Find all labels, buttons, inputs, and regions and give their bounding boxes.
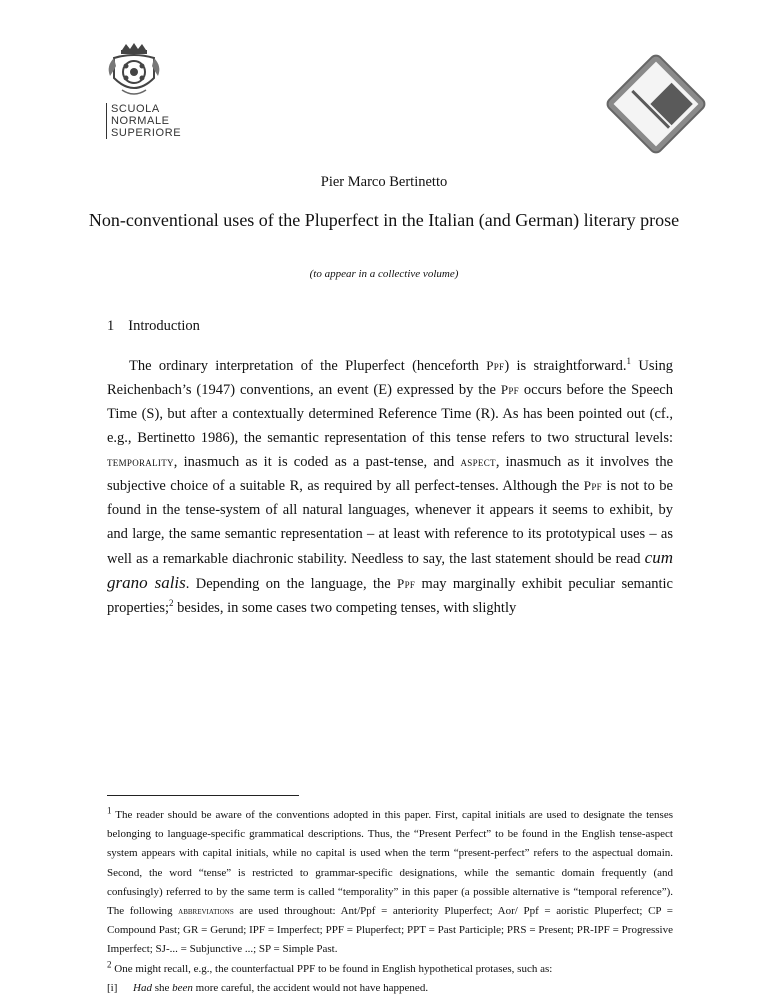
footnote-ref-2[interactable]: 2 xyxy=(169,598,174,609)
footnote-divider xyxy=(107,795,299,796)
section-number: 1 xyxy=(107,318,115,334)
paper-subtitle: (to appear in a collective volume) xyxy=(309,268,459,280)
crest-icon xyxy=(104,40,164,100)
institution-name-line-1: SCUOLA xyxy=(111,103,160,115)
lab-badge xyxy=(600,48,712,160)
footnotes xyxy=(107,806,673,998)
institution-logo xyxy=(96,40,216,150)
paragraph: The ordinary interpretation of the Pluperfect (henceforth Ppf) is straightforward.$^1$ Using Reichenbach’s (1947) conventions, an event (E) expressed by the Ppf occurs before the Speech Time (S), but after a contextually determined Reference Time (R). As has been pointed out (cf., e.g., Bertinetto 1986), the semantic representation of this tense refers to two structural levels: temporality, inasmuch as it is coded as a past-tense, and aspect, inasmuch as it involves the subjective choice of a suitable R, as required by all perfect-tenses. Although the Ppf is not to be found in the tense-system of all natural languages, whenever it appears it seems to exhibit, by and large, the same semantic representation – at least with reference to its prototypical uses – as well as a remarkable diachronic stability. Needless to say, the last statement should be read cum grano salis. Depending on the language, the Ppf may marginally exhibit peculiar semantic properties;$^2$ besides, in some cases two competing tenses, with slightly xyxy=(107,356,674,616)
footnote-ref-1[interactable]: 1 xyxy=(626,356,632,367)
author-name: Pier Marco Bertinetto xyxy=(320,174,448,190)
section-heading xyxy=(107,318,200,335)
footnote-1: $^1$ The reader should be aware of the conventions adopted in this paper. First, capital initials are used to designate the tenses belonging to language-specific grammatical descriptions. Thus, the “Present Perfect” to be found in the English tense-aspect system appears with capital initials, while no capital is used when the term “present-perfect” refers to the aspectual domain. Second, the word “tense” is restricted to grammar-specific designations, while the semantic domain frequently (and confusingly) referred to by the same term is called “temporality” in this paper (a possible alternative is “temporal reference”). The following abbreviations are used throughout: Ant/Ppf = anteriority Pluperfect; Aor/ Ppf = aoristic Pluperfect; CP = Compound Past; GR = Gerund; IPF = Imperfect; PPF = Pluperfect; PPT = Past Participle; PRS = Present; PR-IPF = Progressive Imperfect; SJ-... = Subjunctive ...; SP = Simple Past. xyxy=(107,805,673,956)
lab-badge-icon xyxy=(600,48,712,160)
institution-name xyxy=(106,103,181,139)
body-text xyxy=(107,354,673,620)
paper-title: Non-conventional uses of the Pluperfect in the Italian (and German) literary prose xyxy=(88,210,680,230)
institution-name-line-3: SUPERIORE xyxy=(111,127,182,139)
footnote-example: [i] Had she been more careful, the accident would not have happened. xyxy=(107,981,429,994)
footnote-2: $^2$ One might recall, e.g., the counterfactual PPF to be found in English hypothetical protases, such as: xyxy=(107,958,553,975)
institution-name-line-2: NORMALE xyxy=(111,115,170,127)
section-title: Introduction xyxy=(128,318,200,334)
